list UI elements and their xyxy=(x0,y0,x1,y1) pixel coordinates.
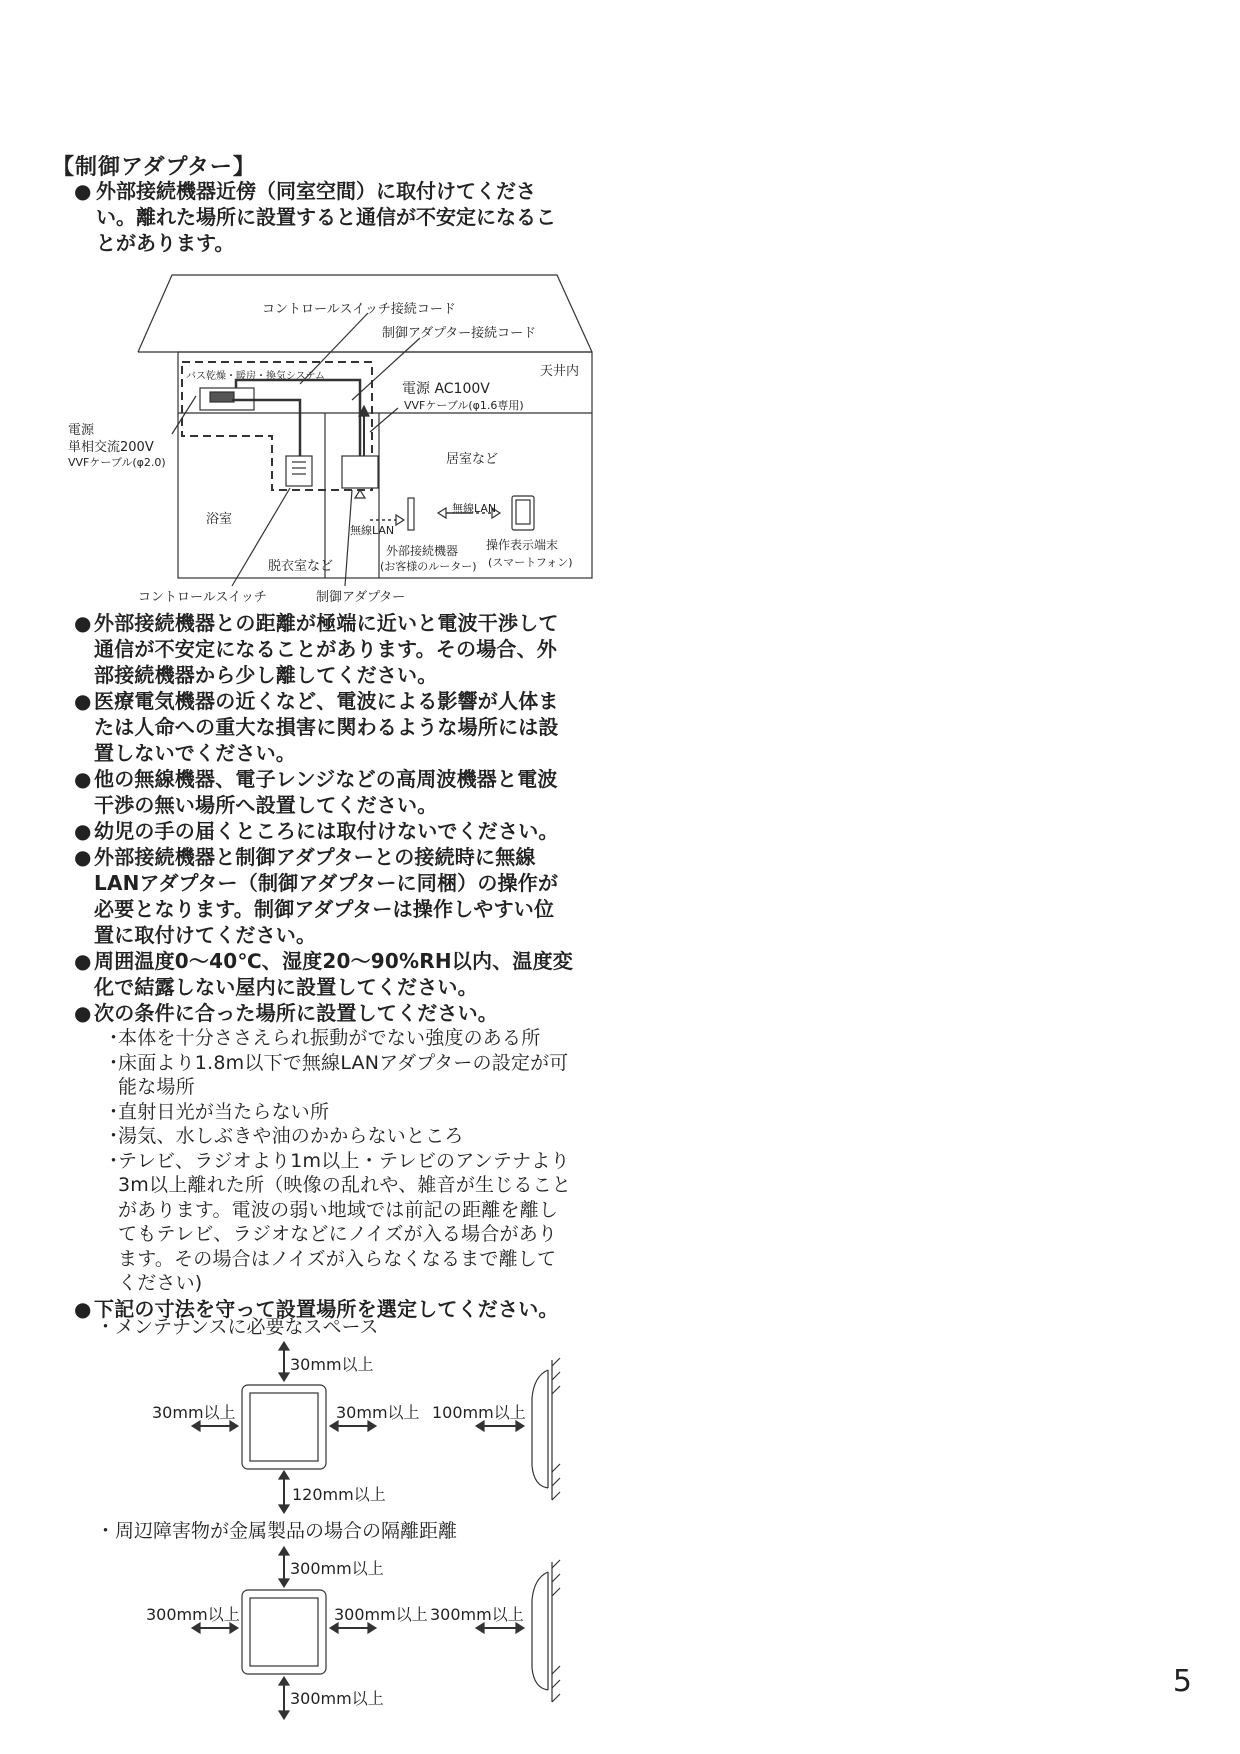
label-smartphone: (スマートフォン) xyxy=(488,556,573,569)
label-vvf20: VVFケーブル(φ2.0) xyxy=(68,456,166,469)
precaution-list xyxy=(74,610,574,1322)
list-item: ● 医療電気機器の近くなど、電波による影響が人体または人命への重大な損害に関わるような場所には設置しないでください。 xyxy=(74,689,559,765)
control-adapter-box xyxy=(342,456,378,488)
label-undressing-room: 脱衣室など xyxy=(268,559,334,574)
label-control-switch: コントロールスイッチ xyxy=(138,590,267,605)
label-adapter-cord: 制御アダプター接続コード xyxy=(382,326,537,341)
list-item: ● 他の無線機器、電子レンジなどの高周波機器と電波干渉の無い場所へ設置してください。 xyxy=(74,767,558,817)
dim-bottom-2: 300mm以上 xyxy=(290,1689,384,1708)
dim-top: 30mm以上 xyxy=(290,1355,374,1374)
dim-bottom: 120mm以上 xyxy=(292,1485,386,1504)
list-item: ● 外部接続機器との距離が極端に近いと電波干渉して通信が不安定になることがあります。その場合、外部接続機器から少し離してください。 xyxy=(74,611,559,687)
router-box xyxy=(408,498,414,530)
condition-list xyxy=(94,1026,574,1296)
label-router: (お客様のルーター) xyxy=(380,560,477,573)
metal-heading: ・周辺障害物が金属製品の場合の隔離距離 xyxy=(96,1520,458,1542)
adapter-cord xyxy=(236,380,360,468)
condition-item: ・ 本体を十分ささえられ振動がでない強度のある所 xyxy=(104,1027,541,1049)
label-living-room: 居室など xyxy=(446,452,499,467)
page-number: 5 xyxy=(1172,1664,1192,1699)
adapter-front-view xyxy=(242,1385,326,1469)
dim-left: 30mm以上 xyxy=(152,1403,236,1422)
control-switch-box xyxy=(286,456,312,486)
label-control-cord: コントロールスイッチ接続コード xyxy=(262,302,456,317)
list-item: ● 下記の寸法を守って設置場所を選定してください。 xyxy=(74,1296,559,1321)
condition-item: ・ テレビ、ラジオより1m以上・テレビのアンテナより3m以上離れた所（映像の乱れや、雑音が生じることがあります。電波の弱い地域では前記の距離を離してもテレビ、ラジオなどにノイズが入る場合があります。その場合はノイズが入らなくなるまで離してください) xyxy=(104,1149,572,1294)
dim-right-2: 300mm以上 xyxy=(334,1605,428,1624)
intro-text: 外部接続機器近傍（同室空間）に取付けてください。離れた場所に設置すると通信が不安定になることがあります。 xyxy=(96,179,556,255)
list-item: ● 周囲温度0～40℃、湿度20～90%RH以内、温度変化で結露しない屋内に設置してください。 xyxy=(74,949,574,999)
maintenance-heading: ・メンテナンスに必要なスペース xyxy=(96,1316,379,1338)
list-item: ● 幼児の手の届くところには取付けないでください。 xyxy=(74,819,559,843)
list-item: ● 次の条件に合った場所に設置してください。 ・ 本体を十分ささえられ振動がでない強度のある所 ・ 床面より1.8m以下で無線LANアダプターの設定が可能な場所 ・ 直射日光が当たらない所 ・ 湯気、水しぶきや油のかからないところ ・ テレビ、ラジオより1m以上・テレビのアンテナより3m以上離れた所（映像の乱れや、雑音が生じることがあります。電波の弱い地域では前記の距離を離してもテレビ、ラジオなどにノイズが入る場合があります。その場合はノイズが入らなくなるまで離してください) xyxy=(74,1000,574,1296)
condition-item: ・ 床面より1.8m以下で無線LANアダプターの設定が可能な場所 xyxy=(104,1051,569,1098)
dim-top-2: 300mm以上 xyxy=(290,1559,384,1578)
label-wlan-adapter: 無線LAN xyxy=(350,524,395,537)
label-system: バス乾燥・暖房・換気システム xyxy=(186,371,325,382)
list-item: ● 外部接続機器と制御アダプターとの接続時に無線LANアダプター（制御アダプターに同梱）の操作が必要となります。制御アダプターは操作しやすい位置に取付けてください。 xyxy=(74,845,559,947)
label-power: 電源 xyxy=(68,423,95,438)
adapter-front-view-2 xyxy=(242,1590,326,1674)
adapter-side-view xyxy=(532,1370,548,1488)
label-control-adapter: 制御アダプター xyxy=(316,590,406,605)
label-bathroom: 浴室 xyxy=(206,512,233,527)
label-wlan-router: 無線LAN xyxy=(452,502,497,515)
dim-front: 100mm以上 xyxy=(432,1403,526,1422)
dim-left-2: 300mm以上 xyxy=(146,1605,240,1624)
label-power-ac100: 電源 AC100V xyxy=(402,381,490,397)
label-vvf16: VVFケーブル(φ1.6専用) xyxy=(404,399,524,412)
condition-item: ・ 直射日光が当たらない所 xyxy=(104,1100,330,1123)
condition-item: ・ 湯気、水しぶきや油のかからないところ xyxy=(104,1125,464,1147)
label-ceiling: 天井内 xyxy=(540,364,580,379)
label-terminal: 操作表示端末 xyxy=(486,538,559,552)
unit-core xyxy=(210,392,234,402)
smartphone xyxy=(512,496,534,530)
dim-right: 30mm以上 xyxy=(336,1403,420,1422)
bullet-mark: ● xyxy=(74,179,92,203)
section-heading: 【制御アダプター】 xyxy=(52,155,256,180)
label-single-phase: 単相交流200V xyxy=(68,440,154,455)
label-external-device: 外部接続機器 xyxy=(386,544,459,558)
switch-cord xyxy=(232,400,300,456)
dim-front-2: 300mm以上 xyxy=(430,1605,524,1624)
adapter-side-view-2 xyxy=(532,1572,548,1690)
